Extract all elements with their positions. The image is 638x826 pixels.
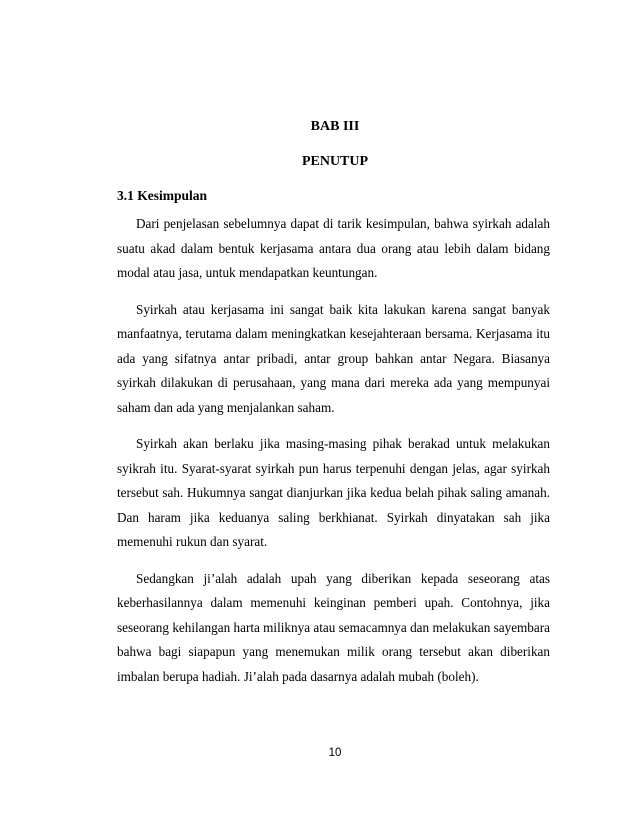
page-number: 10 [328,747,342,759]
paragraph: Syirkah atau kerjasama ini sangat baik kita lakukan karena sangat banyak manfaatnya, terutama dalam meningkatkan kesejahteraan bersama. Kerjasama itu ada yang sifatnya antar pribadi, antar group bahkan antar Negara. Biasanya syirkah dilakukan di perusahaan, yang mana dari mereka ada yang mempunyai saham dan ada yang menjalankan saham. [117,301,550,415]
chapter-title: PENUTUP [301,154,369,169]
paragraph: Dari penjelasan sebelumnya dapat di tarik kesimpulan, bahwa syirkah adalah suatu akad dalam bentuk kerjasama antara dua orang atau lebih dalam bidang modal atau jasa, untuk mendapatkan keuntungan. [117,216,550,280]
section-heading: 3.1 Kesimpulan [117,188,208,203]
paragraph: Syirkah akan berlaku jika masing-masing pihak berakad untuk melakukan syikrah itu. Syarat-syarat syirkah pun harus terpenuhi dengan jelas, agar syirkah tersebut sah. Hukumnya sangat dianjurkan jika kedua belah pihak saling amanah. Dan haram jika keduanya saling berkhianat. Syirkah dinyatakan sah jika memenuhi rukun dan syarat. [117,436,550,549]
body-text [117,212,550,701]
chapter-number: BAB III [310,119,360,134]
paragraph: Sedangkan ji’alah adalah upah yang diberikan kepada seseorang atas keberhasilannya dalam memenuhi keinginan pemberi upah. Contohnya, jika seseorang kehilangan harta miliknya atau semacamnya dan melakukan sayembara bahwa bagi siapapun yang menemukan milik orang tersebut akan diberikan imbalan berupa hadiah. Ji’alah pada dasarnya adalah mubah (boleh). [117,570,550,684]
